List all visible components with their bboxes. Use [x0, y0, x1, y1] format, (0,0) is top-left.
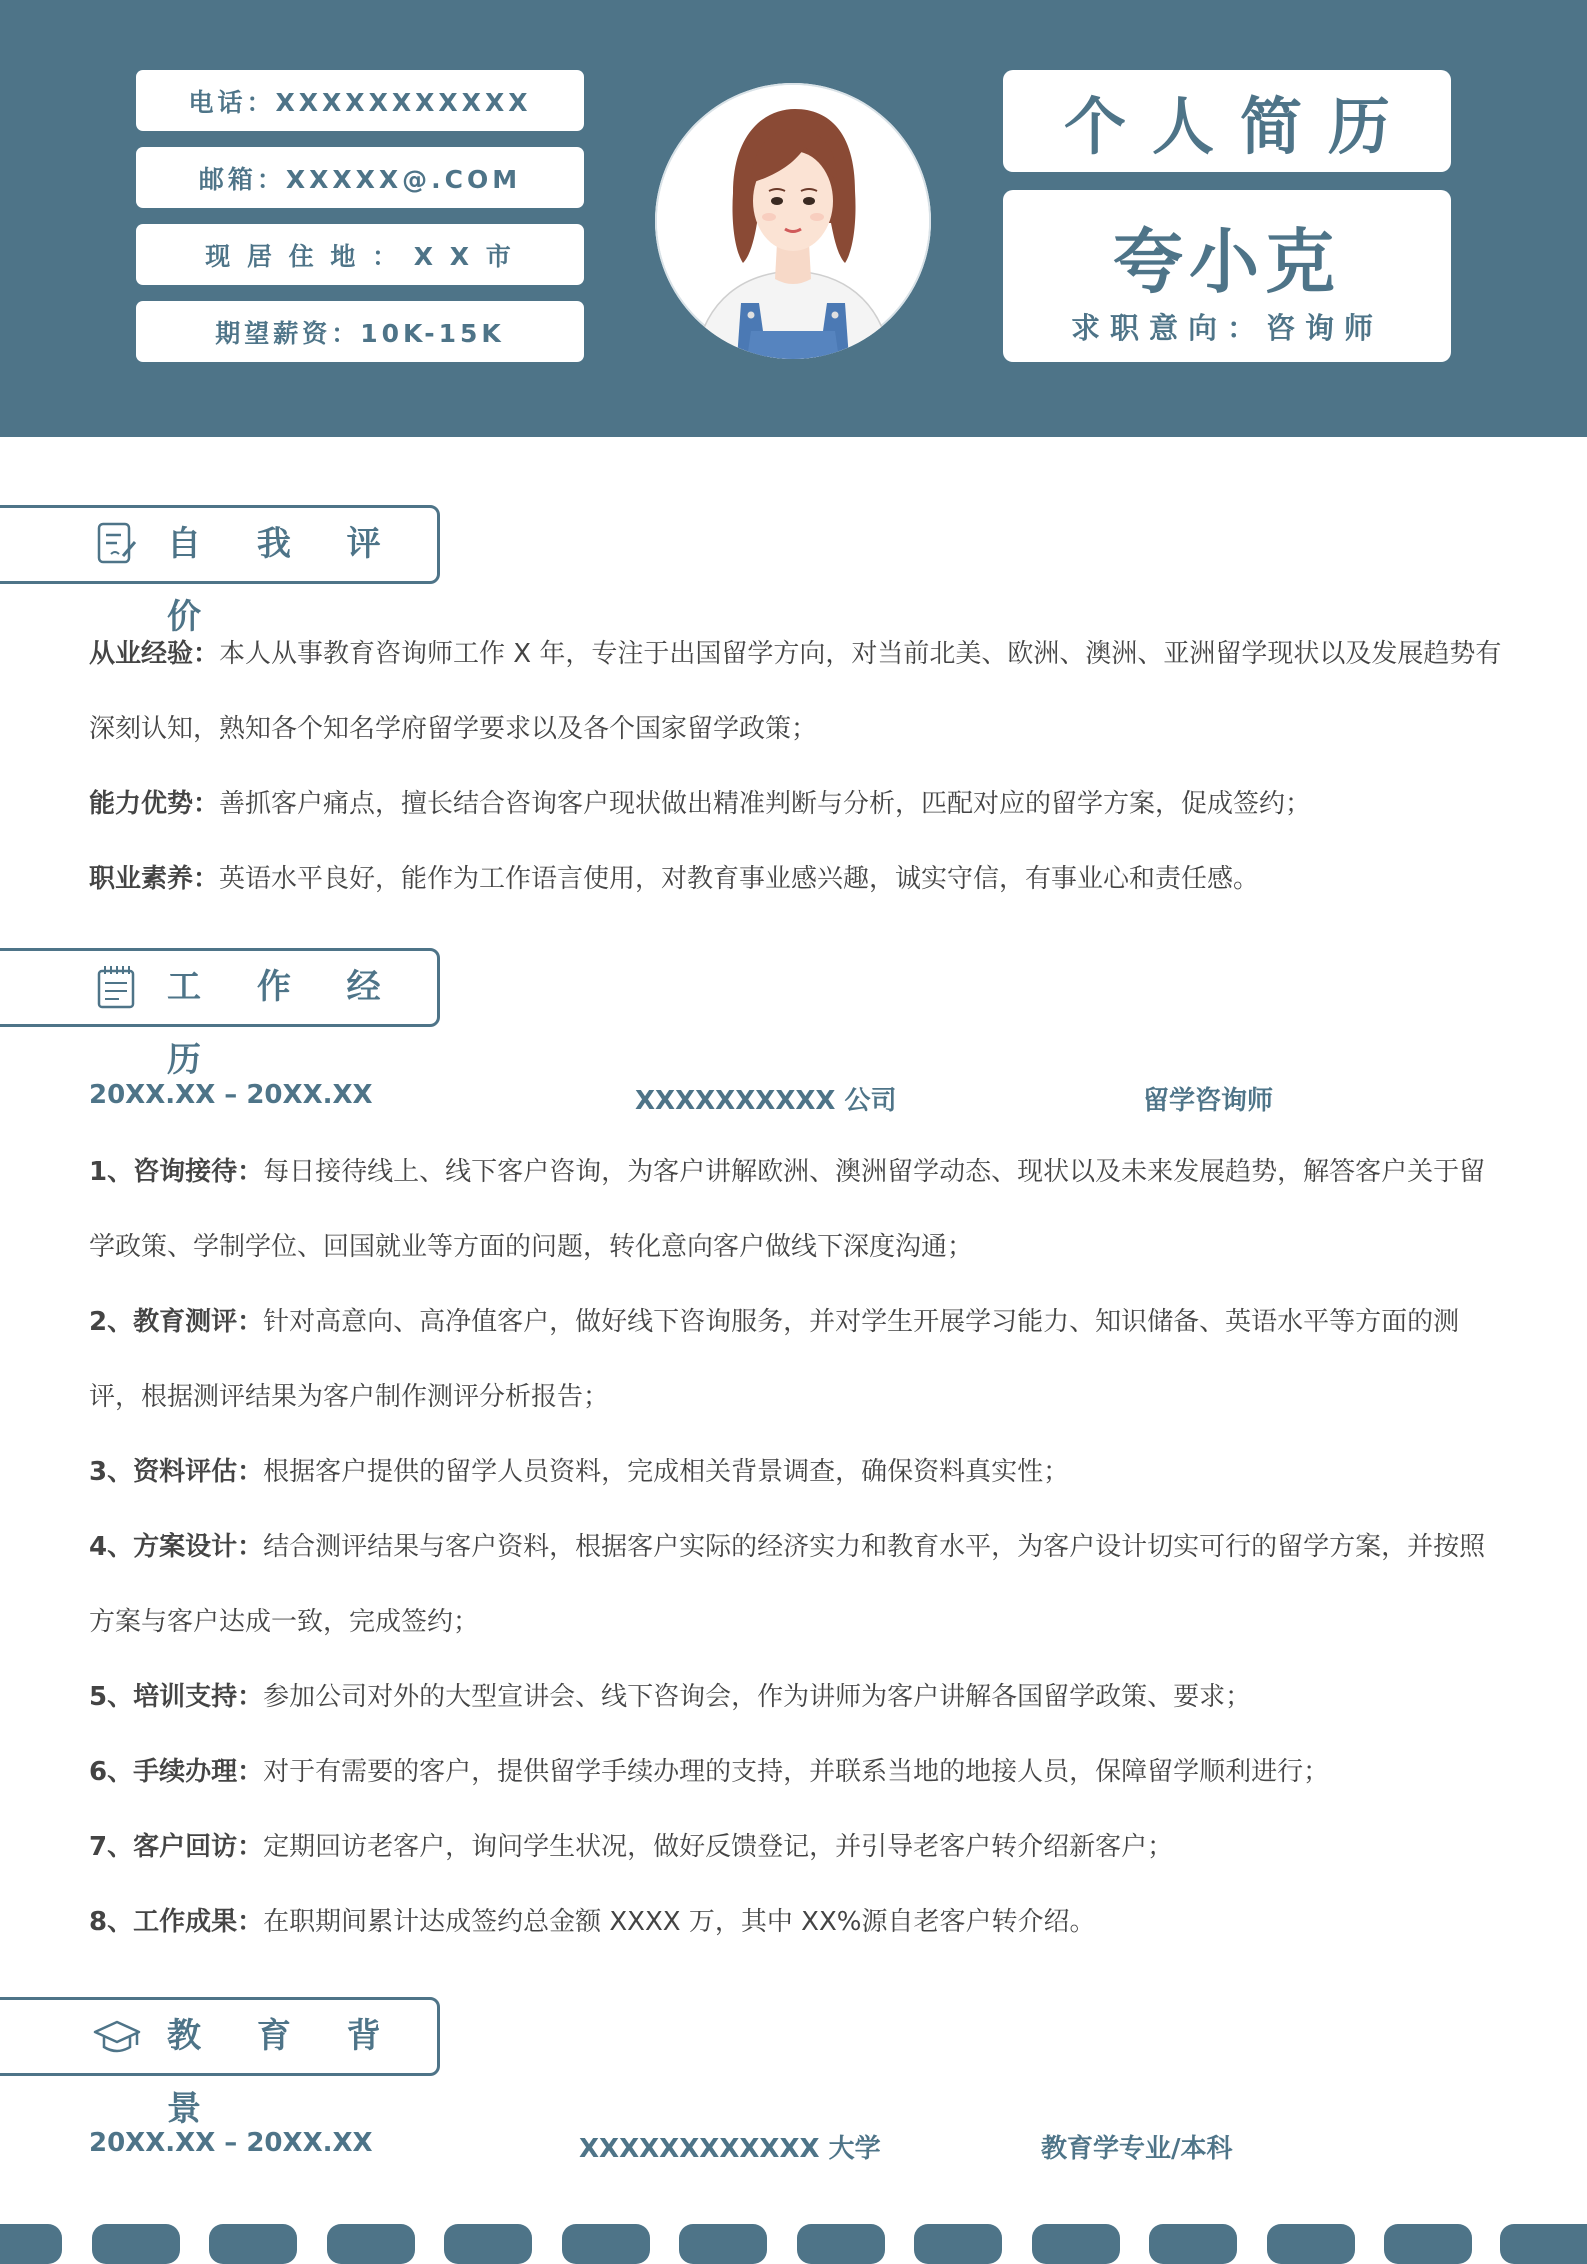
work-item-7	[89, 1810, 1509, 1885]
item-label: 6、手续办理：	[89, 1757, 264, 1787]
item-text: 参加公司对外的大型宣讲会、线下咨询会，作为讲师为客户讲解各国留学政策、要求；	[263, 1682, 1252, 1712]
residence-text: 现 居 住 地 ： X X 市	[205, 241, 515, 271]
resume-title-box	[1003, 70, 1451, 172]
section-header-work	[0, 948, 440, 1080]
item-label: 3、资料评估：	[89, 1457, 264, 1487]
item-label: 2、教育测评：	[89, 1307, 264, 1337]
work-item-1	[89, 1135, 1509, 1285]
footer-pill	[92, 2224, 180, 2264]
work-company: XXXXXXXXXX 公司	[635, 1086, 897, 1116]
item-label: 8、工作成果：	[89, 1907, 264, 1937]
footer-pill	[1267, 2224, 1355, 2264]
item-text: 在职期间累计达成签约总金额 XXXX 万，其中 XX%源自老客户转介绍。	[263, 1907, 1096, 1937]
section-header-self-eval	[0, 505, 440, 637]
self-eval-item-3	[89, 842, 1509, 917]
edu-period: 20XX.XX – 20XX.XX	[89, 2128, 373, 2158]
work-period: 20XX.XX – 20XX.XX	[89, 1080, 373, 1110]
section-title-education: 教 育 背 景	[167, 2016, 403, 2129]
item-label: 职业素养：	[89, 864, 220, 894]
footer-pill	[327, 2224, 415, 2264]
phone-text: 电话：XXXXXXXXXXX	[188, 87, 532, 117]
work-summary-row	[89, 1080, 1509, 1120]
salary-box	[136, 301, 584, 362]
email-text: 邮箱：XXXXX@.COM	[198, 164, 522, 194]
residence-box	[136, 224, 584, 285]
footer-pill	[1500, 2224, 1587, 2264]
graduation-cap-icon	[93, 2012, 141, 2060]
footer-pill	[1149, 2224, 1237, 2264]
item-label: 从业经验：	[89, 639, 220, 669]
avatar	[655, 83, 931, 359]
footer-pill	[914, 2224, 1002, 2264]
work-item-3	[89, 1435, 1509, 1510]
footer-pill	[562, 2224, 650, 2264]
footer-pill	[1384, 2224, 1472, 2264]
phone-box	[136, 70, 584, 131]
footer-pill	[679, 2224, 767, 2264]
item-label: 4、方案设计：	[89, 1532, 264, 1562]
work-item-2	[89, 1285, 1509, 1435]
item-text: 根据客户提供的留学人员资料，完成相关背景调查，确保资料真实性；	[263, 1457, 1070, 1487]
footer-pill	[209, 2224, 297, 2264]
footer-pill	[797, 2224, 885, 2264]
item-text: 本人从事教育咨询师工作 X 年，专注于出国留学方向，对当前北美、欧洲、澳洲、亚洲留学现状以及发展趋势有深刻认知，熟知各个知名学府留学要求以及各个国家留学政策；	[89, 639, 1502, 744]
notepad-icon	[93, 963, 141, 1011]
work-item-5	[89, 1660, 1509, 1735]
section-title-work: 工 作 经 历	[167, 967, 403, 1080]
footer-pill	[444, 2224, 532, 2264]
item-label: 5、培训支持：	[89, 1682, 264, 1712]
name-box	[1003, 190, 1451, 362]
education-row	[89, 2128, 1509, 2168]
edu-school: XXXXXXXXXXXX 大学	[579, 2134, 881, 2164]
section-title-self-eval: 自 我 评 价	[167, 524, 403, 637]
avatar-portrait-icon	[655, 83, 931, 359]
item-text: 定期回访老客户，询问学生状况，做好反馈登记，并引导老客户转介绍新客户；	[263, 1832, 1174, 1862]
item-label: 7、客户回访：	[89, 1832, 264, 1862]
salary-text: 期望薪资：10K-15K	[215, 318, 505, 348]
item-text: 善抓客户痛点，擅长结合咨询客户现状做出精准判断与分析，匹配对应的留学方案，促成签约；	[219, 789, 1312, 819]
section-header-education	[0, 1997, 440, 2129]
item-text: 英语水平良好，能作为工作语言使用，对教育事业感兴趣，诚实守信，有事业心和责任感。	[219, 864, 1260, 894]
footer-pill	[1032, 2224, 1120, 2264]
candidate-name: 夸小克	[1113, 221, 1341, 303]
work-item-8	[89, 1885, 1509, 1960]
resume-title: 个人简历	[1063, 89, 1416, 163]
item-text: 每日接待线上、线下客户咨询，为客户讲解欧洲、澳洲留学动态、现状以及未来发展趋势，解答客户关于留学政策、学制学位、回国就业等方面的问题，转化意向客户做线下深度沟通；	[89, 1157, 1486, 1262]
self-eval-item-1	[89, 617, 1509, 767]
item-text: 对于有需要的客户，提供留学手续办理的支持，并联系当地的地接人员，保障留学顺利进行；	[263, 1757, 1330, 1787]
work-position: 留学咨询师	[1143, 1086, 1274, 1116]
header-banner	[0, 0, 1587, 437]
job-intent: 求职意向：咨询师	[1070, 311, 1383, 345]
footer-pill	[0, 2224, 62, 2264]
edu-major: 教育学专业/本科	[1041, 2134, 1233, 2164]
work-item-6	[89, 1735, 1509, 1810]
self-eval-item-2	[89, 767, 1509, 842]
work-item-4	[89, 1510, 1509, 1660]
email-box	[136, 147, 584, 208]
edit-note-icon	[93, 520, 141, 568]
item-text: 针对高意向、高净值客户，做好线下咨询服务，并对学生开展学习能力、知识储备、英语水平等方面的测评，根据测评结果为客户制作测评分析报告；	[89, 1307, 1460, 1412]
item-label: 1、咨询接待：	[89, 1157, 264, 1187]
item-label: 能力优势：	[89, 789, 220, 819]
item-text: 结合测评结果与客户资料，根据客户实际的经济实力和教育水平，为客户设计切实可行的留学方案，并按照方案与客户达成一致，完成签约；	[89, 1532, 1486, 1637]
